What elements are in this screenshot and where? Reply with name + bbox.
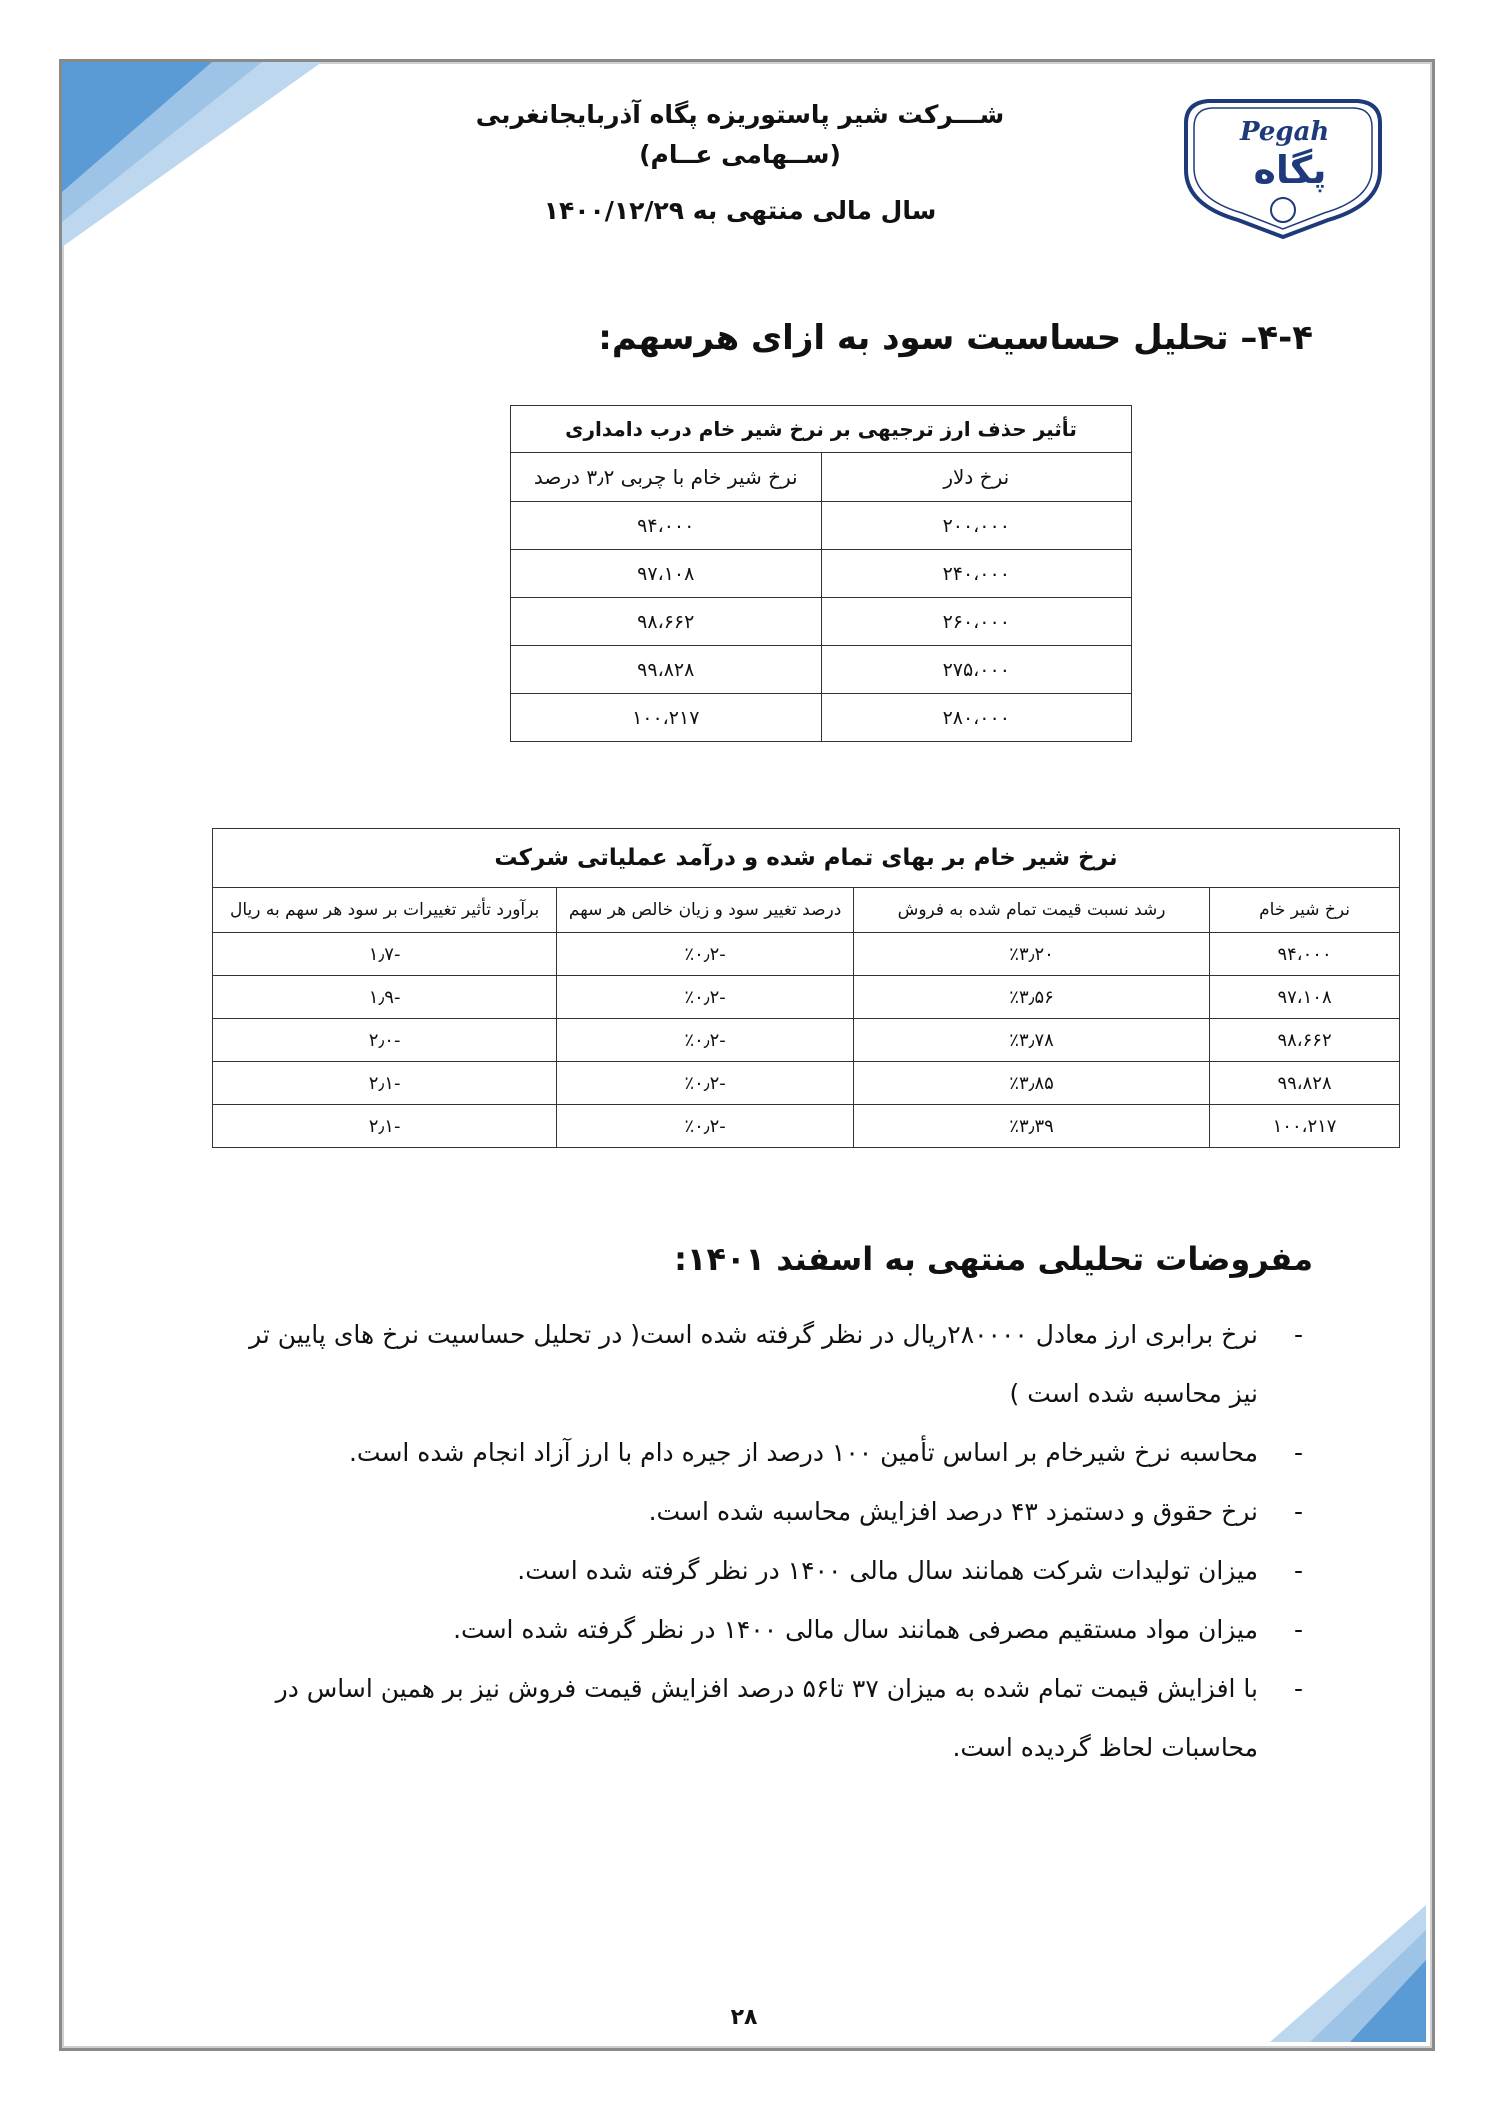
list-item [228, 1482, 1313, 1541]
table-cell: ٪۳٫۳۹ [854, 1105, 1210, 1148]
list-item-text: نرخ حقوق و دستمزد ۴۳ درصد افزایش محاسبه شده است. [648, 1497, 1258, 1526]
list-item [228, 1541, 1313, 1600]
logo-persian-text: پگاه [1253, 148, 1327, 192]
table-cell: ۲۰۰،۰۰۰ [821, 502, 1132, 550]
table-row [511, 646, 1132, 694]
column-header: نرخ شیر خام [1210, 888, 1400, 933]
table-title: نرخ شیر خام بر بهای تمام شده و درآمد عملیاتی شرکت [213, 829, 1400, 888]
table-cell: ۹۸،۶۶۲ [511, 598, 822, 646]
table-cell: ۹۷،۱۰۸ [511, 550, 822, 598]
document-header [420, 95, 1060, 231]
bullet-dash: - [1293, 1438, 1303, 1467]
bullet-dash: - [1293, 1556, 1303, 1585]
table-cell: -٪۰٫۲ [557, 976, 854, 1019]
table-cell: ۹۴،۰۰۰ [1210, 933, 1400, 976]
column-header: برآورد تأثیر تغییرات بر سود هر سهم به ریال [213, 888, 557, 933]
table-row [511, 598, 1132, 646]
assumptions-title: مفروضات تحلیلی منتهی به اسفند ۱۴۰۱: [674, 1240, 1313, 1278]
table-cell: ۹۷،۱۰۸ [1210, 976, 1400, 1019]
page-number: ۲۸ [730, 2005, 758, 2030]
table-cell: ٪۳٫۷۸ [854, 1019, 1210, 1062]
fiscal-year: سال مالی منتهی به ۱۴۰۰/۱۲/۲۹ [543, 196, 937, 225]
company-name: شـــرکت شیر پاستوریزه پگاه آذربایجانغربی (ســهامی عــام) [475, 100, 1005, 169]
table-cell: -٪۰٫۲ [557, 1062, 854, 1105]
table-cell: ۹۸،۶۶۲ [1210, 1019, 1400, 1062]
table-cell: ۱۰۰،۲۱۷ [1210, 1105, 1400, 1148]
table-cell: -۱٫۹ [213, 976, 557, 1019]
assumptions-list [228, 1305, 1313, 1777]
pegah-logo [1178, 95, 1388, 245]
table-row [511, 502, 1132, 550]
table-row [213, 933, 1400, 976]
list-item [228, 1305, 1313, 1423]
list-item-text: نرخ برابری ارز معادل ۲۸۰۰۰۰ریال در نظر گرفته شده است( در تحلیل حساسیت نرخ های پایین تر نیز محاسبه شده است ) [249, 1320, 1258, 1408]
table-cell: -۲٫۱ [213, 1062, 557, 1105]
column-header: رشد نسبت قیمت تمام شده به فروش [854, 888, 1210, 933]
bullet-dash: - [1293, 1615, 1303, 1644]
section-title: ۴-۴– تحلیل حساسیت سود به ازای هرسهم: [598, 318, 1313, 358]
table-cell: ۲۴۰،۰۰۰ [821, 550, 1132, 598]
table-cell: -٪۰٫۲ [557, 1105, 854, 1148]
table-cell: ۲۸۰،۰۰۰ [821, 694, 1132, 742]
table-cell: ۹۹،۸۲۸ [511, 646, 822, 694]
table-cell: ۹۹،۸۲۸ [1210, 1062, 1400, 1105]
table-cell: ۹۴،۰۰۰ [511, 502, 822, 550]
table-cell: -۲٫۱ [213, 1105, 557, 1148]
table-cell: ۱۰۰،۲۱۷ [511, 694, 822, 742]
table-row [213, 1019, 1400, 1062]
table-cell: ٪۳٫۲۰ [854, 933, 1210, 976]
list-item-text: میزان مواد مستقیم مصرفی همانند سال مالی ۱۴۰۰ در نظر گرفته شده است. [453, 1615, 1258, 1644]
table-cell: -٪۰٫۲ [557, 1019, 854, 1062]
column-header: نرخ دلار [821, 453, 1132, 502]
table-cell: -۲٫۰ [213, 1019, 557, 1062]
column-header: درصد تغییر سود و زیان خالص هر سهم [557, 888, 854, 933]
table-row [511, 550, 1132, 598]
list-item-text: میزان تولیدات شرکت همانند سال مالی ۱۴۰۰ در نظر گرفته شده است. [517, 1556, 1258, 1585]
corner-decoration-top-left [62, 62, 322, 247]
dollar-rate-table [510, 405, 1132, 742]
bullet-dash: - [1293, 1674, 1303, 1703]
table-row [511, 694, 1132, 742]
list-item [228, 1600, 1313, 1659]
table-title: تأثیر حذف ارز ترجیهی بر نرخ شیر خام درب دامداری [511, 406, 1132, 453]
table-cell: ٪۳٫۵۶ [854, 976, 1210, 1019]
table-row [213, 976, 1400, 1019]
list-item-text: محاسبه نرخ شیرخام بر اساس تأمین ۱۰۰ درصد از جیره دام با ارز آزاد انجام شده است. [348, 1438, 1258, 1467]
bullet-dash: - [1293, 1320, 1303, 1349]
list-item [228, 1423, 1313, 1482]
table-cell: -۱٫۷ [213, 933, 557, 976]
table-cell: -٪۰٫۲ [557, 933, 854, 976]
table-row [213, 1062, 1400, 1105]
logo-latin-text: Pegah [1240, 117, 1330, 147]
raw-milk-impact-table [212, 828, 1400, 1148]
table-cell: ٪۳٫۸۵ [854, 1062, 1210, 1105]
column-header: نرخ شیر خام با چربی ۳٫۲ درصد [511, 453, 822, 502]
list-item-text: با افزایش قیمت تمام شده به میزان ۳۷ تا۵۶ درصد افزایش قیمت فروش نیز بر همین اساس در محاسبات لحاظ گردیده است. [275, 1674, 1258, 1762]
table-row [213, 1105, 1400, 1148]
table-cell: ۲۷۵،۰۰۰ [821, 646, 1132, 694]
list-item [228, 1659, 1313, 1777]
bullet-dash: - [1293, 1497, 1303, 1526]
table-cell: ۲۶۰،۰۰۰ [821, 598, 1132, 646]
